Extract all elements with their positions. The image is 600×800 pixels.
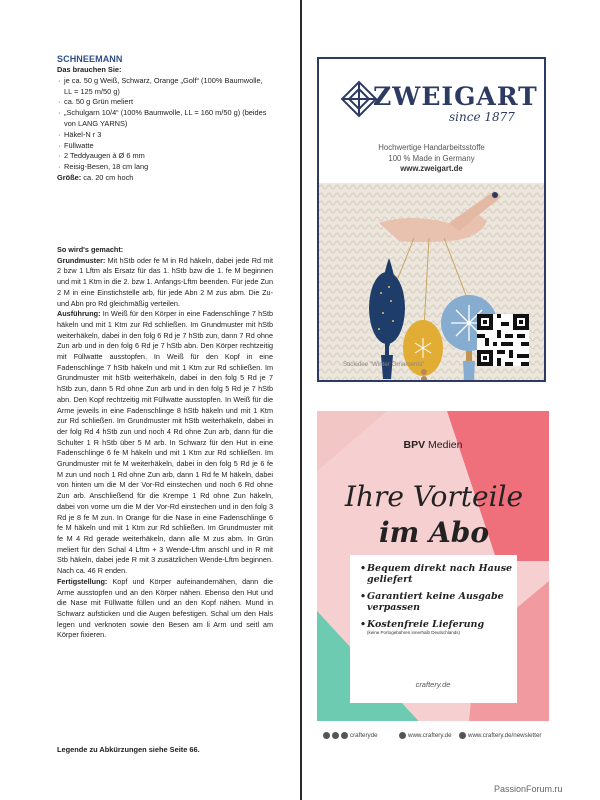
material-item: · 2 Teddyaugen à Ø 6 mm	[57, 151, 272, 162]
tagline-line-2: 100 % Made in Germany	[388, 153, 475, 163]
section-text: In Weiß für den Körper in eine Fadenschlinge 7 hStb häkeln und mit 1 Ktm zur Rd schließen. Im Grundmuster mit hStb weiterhäkeln, dabei in den folg 6 Rd je 7 hStb zun, dann 7 Rd ohne Zun arb und in den folg 6 Rd je 7 hStb abn. Den Körper rechtzeitig mit Füllwatte ausstopfen. In Weiß für den Kopf in eine Fadenschlinge 7 hStb häkeln und mit 1 Ktm zur Rd schließen. Im Grundmuster mit hStb weiterhäkeln, dabei in den folg 5 Rd je 7 hStb zun, dann 5 Rd ohne Zun arb und in den folg 5 Rd je 7 hStb abn. Den Kopf rechtzeitig mit Füllwatte ausstopfen. In Weiß für die Arme jeweils in eine Fadenschlinge 8 hStb häkeln und mit 1 Ktm zur Rd schließen. Im Grundmuster mit hStb weiterhäkeln, dabei in der folg Rd 4 hStb zun und noch 4 Rd ohne Zun arb, dann für die Schulter 1 R hStb über 5 M arb. In Schwarz für den Hut in eine Fadenschlinge 6 fe M häkeln und mit 1 Ktm zur Rd schließen. Im Grundmuster mit fe M weiterhäkeln, dabei in den folg 5 Rd je 6 fe M zun und noch 1 Rd ohne Zun arb, dann 1 Rd fe M häkeln, dabei von hinten um die M der Vor-Rd einstechen und noch 6 Rd ohne Zun arb. Anschließend für die Krempe 1 Rd ohne Zun häkeln, dabei von vorne um die M der Vor-Rd einstechen und in den folg 3 Rd je 8 fe M zun. In Orange für die Nase in eine Fadenschlinge 6 fe M häkeln und mit 1 Ktm zur Rd schließen. Im Grundmuster mit fe M 4 Rd gerade weiterhäkeln, dann alle M zus abm. In Grün meliert für den Schal 4 Lftm + 3 Wende-Lftm anschl und in R mit Stb häkeln, dabei jede R mit 3 zusätzlichen Wende-Lftm beginnen. Nach ca. 46 R enden.	[57, 309, 273, 576]
benefit-item	[360, 563, 527, 585]
ornaments-photo	[319, 183, 544, 380]
headline-line-1: Ihre Vorteile	[344, 480, 524, 513]
publisher-logo	[317, 439, 549, 451]
instagram-icon[interactable]	[332, 732, 339, 739]
footer-newsletter-item[interactable]	[459, 732, 541, 739]
social-icons[interactable]	[323, 732, 378, 739]
section-execution	[57, 309, 273, 577]
section-text: Mit hStb oder fe M in Rd häkeln, dabei jede Rd mit 2 bzw 1 Lftm als Ersatz für das 1. hStb bzw die 1. fe M beginnen und mit 1 Ktm in die 2. bzw 1. Anfangs-Lftm beenden. Für jede Zun 2 M in eine Einstichstelle arb, für jede Abn 2 M zus abm. Die Zu- und Abn pro Rd gleichmäßig verteilen.	[57, 255, 273, 308]
section-label: Fertigstellung:	[57, 576, 108, 586]
qr-code-graphic	[477, 314, 529, 366]
material-item: · ca. 50 g Grün meliert	[57, 97, 272, 108]
material-item: · Füllwatte	[57, 141, 272, 152]
photo-caption: Stickidee "Winter Ornaments"	[343, 361, 425, 368]
material-item: · je ca. 50 g Weiß, Schwarz, Orange „Golf“ (100% Baumwolle, LL = 125 m/50 g)	[57, 76, 272, 98]
ad-headline	[327, 479, 541, 551]
publisher-bold: BPV	[403, 439, 426, 451]
publisher-light: Medien	[425, 439, 463, 451]
mail-icon	[459, 732, 466, 739]
bullet-icon: •	[360, 591, 367, 602]
pinterest-icon[interactable]	[341, 732, 348, 739]
headline-line-2: im Abo	[379, 516, 489, 549]
section-label: Grundmuster:	[57, 255, 106, 265]
section-label: Ausführung:	[57, 309, 101, 319]
size-label: Größe:	[57, 172, 82, 182]
bullet-icon: •	[360, 619, 367, 630]
footer-url-item[interactable]	[399, 732, 452, 739]
benefit-item	[360, 591, 527, 613]
legend-note: Legende zu Abkürzungen siehe Seite 66.	[57, 745, 200, 754]
watermark: PassionForum.ru	[494, 784, 563, 794]
material-item: · Reisig-Besen, 18 cm lang	[57, 162, 272, 173]
benefit-text: Kostenfreie Lieferung	[367, 619, 485, 630]
benefit-text: Bequem direkt nach Hause geliefert	[367, 563, 513, 585]
material-item: · Häkel-N r 3	[57, 130, 272, 141]
section-finishing	[57, 577, 273, 641]
method-heading: So wird's gemacht:	[57, 245, 124, 254]
footer-handle[interactable]: crafteryde	[350, 732, 378, 739]
benefit-text: Garantiert keine Ausgabe verpassen	[367, 591, 504, 613]
instructions-block	[57, 245, 273, 641]
zweigart-tagline	[319, 143, 544, 175]
zweigart-url[interactable]: www.zweigart.de	[400, 164, 463, 173]
tagline-line-1: Hochwertige Handarbeitsstoffe	[378, 143, 485, 152]
zweigart-since: since 1877	[449, 110, 515, 124]
bpv-subscription-ad[interactable]	[317, 411, 549, 751]
footer-url[interactable]: www.craftery.de	[408, 732, 452, 739]
column-divider	[300, 0, 302, 800]
section-basic-pattern	[57, 256, 273, 310]
facebook-icon[interactable]	[323, 732, 330, 739]
section-text: Kopf und Körper aufeinandernähen, dann die Arme ausstopfen und an den Körper nähen. Ebenso den Hut und die Nase mit Füllwatte füllen und an den Kopf nähen. Mund in Schwarz aufsticken und die Augen befestigen. Schal um den Hals legen und verknoten sowie den Besen am li Arm und seitl am Körper fixieren.	[57, 576, 273, 640]
size-value: ca. 20 cm hoch	[81, 172, 134, 182]
materials-block	[57, 54, 272, 184]
pattern-title: SCHNEEMANN	[57, 54, 123, 64]
zweigart-ad[interactable]	[317, 57, 546, 382]
footer-newsletter[interactable]: www.craftery.de/newsletter	[468, 732, 542, 739]
globe-icon	[399, 732, 406, 739]
qr-code-icon[interactable]	[477, 314, 529, 366]
benefit-subtext: (keine Portogebühren innerhalb Deutschlands)	[367, 630, 461, 635]
materials-heading: Das brauchen Sie:	[57, 65, 122, 74]
site-name[interactable]: craftery.de	[415, 680, 451, 689]
bullet-icon: •	[360, 563, 367, 574]
size-line	[57, 173, 272, 184]
materials-list	[57, 76, 272, 173]
ad-footer	[317, 721, 549, 751]
zweigart-brand: ZWEIGART	[373, 82, 538, 111]
material-item: · „Schulgarn 10/4“ (100% Baumwolle, LL = 160 m/50 g) (beides von LANG YARNS)	[57, 108, 272, 130]
benefit-item	[360, 619, 527, 636]
